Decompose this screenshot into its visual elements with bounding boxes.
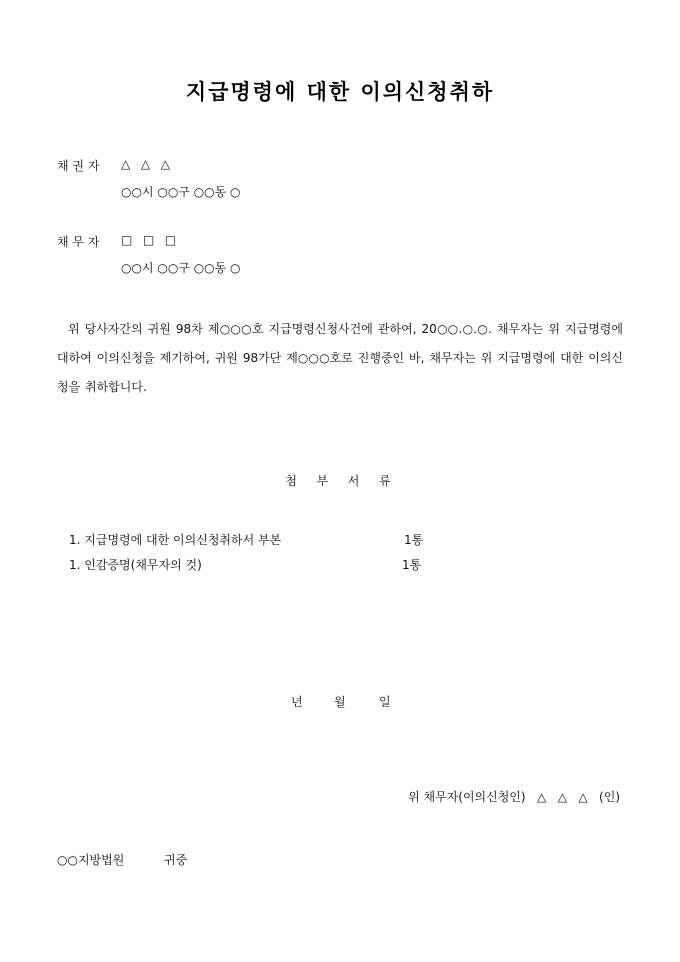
attachment-item-qty: 1통 [404,533,424,547]
debtor-label: 채 무 자 [57,235,100,249]
court-name: ○○지방법원 [57,853,125,867]
attachment-item-text: 1. 지급명령에 대한 이의신청취하서 부본 [69,533,282,547]
body-paragraph: 위 당사자간의 귀원 98차 제○○○호 지급명령신청사건에 관하여, 20○○.○.○. 채무자는 위 지급명령에 대하여 이의신청을 제기하여, 귀원 98가단 제○○○호로 진행중인 바, 채무자는 위 지급명령에 대한 이의신청을 취하합니다. [57,322,623,394]
date-month: 월 [334,695,346,709]
creditor-name: △ △ △ [121,157,171,171]
signature-line: 위 채무자(이의신청인) △ △ △ (인) [408,790,620,804]
court-honorific: 귀중 [164,853,188,867]
creditor-label: 채 권 자 [57,159,100,173]
attachment-item-qty: 1통 [402,558,422,572]
date-year: 년 [291,695,303,709]
date-day: 일 [379,695,391,709]
debtor-name: □ □ □ [121,233,178,247]
attachments-heading: 첨 부 서 류 [285,474,395,488]
creditor-address: ○○시 ○○구 ○○동 ○ [121,185,241,199]
attachment-item-text: 1. 인감증명(채무자의 것) [69,558,202,572]
debtor-address: ○○시 ○○구 ○○동 ○ [121,261,241,275]
document-title: 지급명령에 대한 이의신청취하 [185,79,495,104]
